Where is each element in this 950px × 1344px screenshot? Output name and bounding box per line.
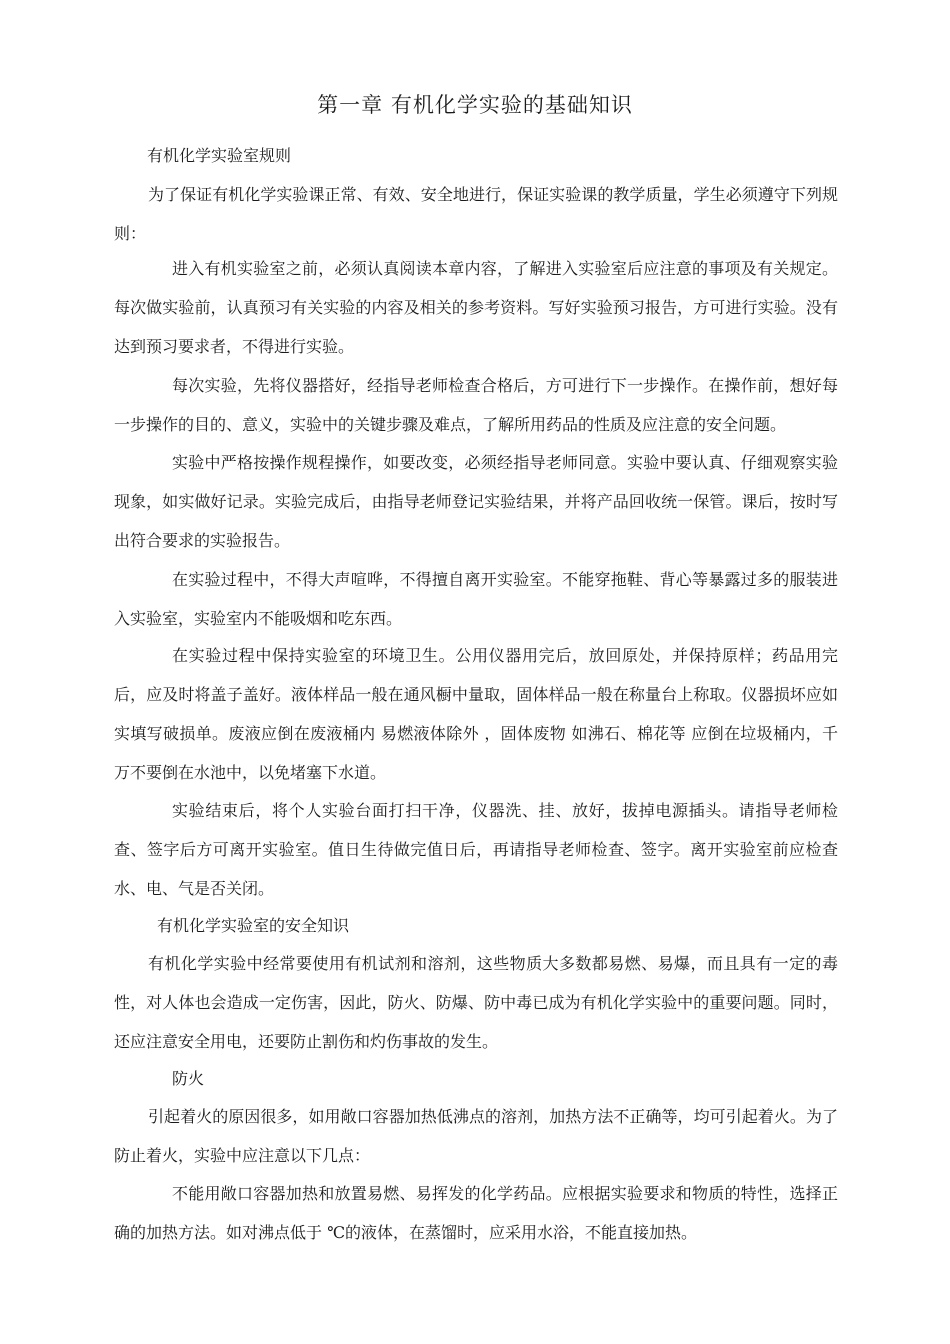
rules-intro-paragraph: 为了保证有机化学实验课正常、有效、安全地进行，保证实验课的教学质量，学生必须遵守下列规则： (114, 185, 838, 243)
subsection-heading-fire: 防火 (172, 1069, 205, 1088)
fire-intro-paragraph: 引起着火的原因很多，如用敞口容器加热低沸点的溶剂，加热方法不正确等，均可引起着火。为了防止着火，实验中应注意以下几点： (114, 1107, 838, 1165)
section-heading-lab-safety: 有机化学实验室的安全知识 (157, 916, 350, 935)
chapter-title: 第一章 有机化学实验的基础知识 (317, 93, 633, 117)
rule-paragraph-6: 实验结束后，将个人实验台面打扫干净，仪器洗、挂、放好，拔掉电源插头。请指导老师检查、签字后方可离开实验室。值日生待做完值日后，再请指导老师检查、签字。离开实验室前应检查水、电、气是否关闭。 (114, 801, 838, 898)
safety-intro-paragraph: 有机化学实验中经常要使用有机试剂和溶剂，这些物质大多数都易燃、易爆，而且具有一定的毒性，对人体也会造成一定伤害，因此，防火、防爆、防中毒已成为有机化学实验中的重要问题。同时，还应注意安全用电，还要防止割伤和灼伤事故的发生。 (114, 954, 838, 1051)
section-heading-lab-rules: 有机化学实验室规则 (147, 146, 292, 165)
rule-paragraph-2: 每次实验，先将仪器搭好，经指导老师检查合格后，方可进行下一步操作。在操作前，想好每一步操作的目的、意义，实验中的关键步骤及难点，了解所用药品的性质及应注意的安全问题。 (114, 376, 838, 434)
rule-paragraph-1: 进入有机实验室之前，必须认真阅读本章内容，了解进入实验室后应注意的事项及有关规定。每次做实验前，认真预习有关实验的内容及相关的参考资料。写好实验预习报告，方可进行实验。没有达到预习要求者，不得进行实验。 (114, 259, 838, 356)
rule-paragraph-4: 在实验过程中，不得大声喧哗，不得擅自离开实验室。不能穿拖鞋、背心等暴露过多的服装进入实验室，实验室内不能吸烟和吃东西。 (114, 570, 838, 628)
rule-paragraph-5: 在实验过程中保持实验室的环境卫生。公用仪器用完后，放回原处，并保持原样；药品用完后，应及时将盖子盖好。液体样品一般在通风橱中量取，固体样品一般在称量台上称取。仪器损坏应如实填写破损单。废液应倒在废液桶内 易燃液体除外 ，固体废物 如沸石、棉花等 应倒在垃圾桶内，千万不要倒在水池中，以免堵塞下水道。 (114, 646, 838, 782)
rule-paragraph-3: 实验中严格按操作规程操作，如要改变，必须经指导老师同意。实验中要认真、仔细观察实验现象，如实做好记录。实验完成后，由指导老师登记实验结果，并将产品回收统一保管。课后，按时写出符合要求的实验报告。 (114, 453, 838, 550)
fire-point-paragraph-1: 不能用敞口容器加热和放置易燃、易挥发的化学药品。应根据实验要求和物质的特性，选择正确的加热方法。如对沸点低于 ℃的液体，在蒸馏时，应采用水浴，不能直接加热。 (114, 1184, 838, 1242)
